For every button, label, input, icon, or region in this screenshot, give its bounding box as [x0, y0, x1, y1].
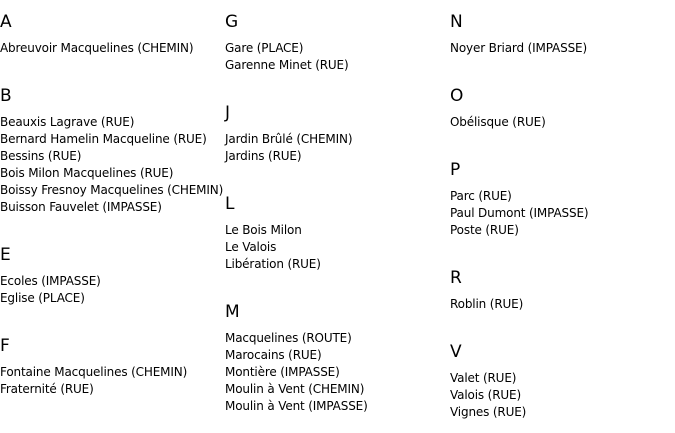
street-entry[interactable]: Montière (IMPASSE) [225, 365, 340, 379]
street-entry[interactable]: Paul Dumont (IMPASSE) [450, 206, 589, 220]
letter-heading: B [0, 86, 12, 106]
street-entry[interactable]: Garenne Minet (RUE) [225, 58, 349, 72]
letter-group-g [225, 12, 450, 74]
street-entry[interactable]: Bessins (RUE) [0, 149, 82, 163]
street-entry[interactable]: Gare (PLACE) [225, 41, 304, 55]
street-entry[interactable]: Parc (RUE) [450, 189, 512, 203]
letter-heading: F [0, 336, 10, 356]
letter-heading: J [225, 103, 231, 123]
letter-heading: M [225, 302, 240, 322]
letter-heading: G [225, 12, 239, 32]
letter-group-o [450, 86, 675, 131]
street-entry[interactable]: Beauxis Lagrave (RUE) [0, 115, 135, 129]
letter-group-v [450, 342, 675, 421]
street-entry[interactable]: Eglise (PLACE) [0, 291, 85, 305]
street-entry[interactable]: Moulin à Vent (CHEMIN) [225, 382, 365, 396]
street-entry[interactable]: Noyer Briard (IMPASSE) [450, 41, 588, 55]
street-entry[interactable]: Valois (RUE) [450, 388, 521, 402]
street-entry[interactable]: Libération (RUE) [225, 257, 321, 271]
letter-heading: L [225, 194, 235, 214]
letter-heading: N [450, 12, 463, 32]
street-entry[interactable]: Vignes (RUE) [450, 405, 527, 419]
letter-heading: E [0, 245, 11, 265]
street-entry[interactable]: Moulin à Vent (IMPASSE) [225, 399, 368, 413]
letter-group-f [0, 336, 225, 398]
letter-group-m [225, 302, 450, 415]
street-entry[interactable]: Boissy Fresnoy Macquelines (CHEMIN) [0, 183, 224, 197]
letter-group-j [225, 103, 450, 165]
letter-group-a [0, 12, 225, 57]
letter-heading: O [450, 86, 464, 106]
street-entry[interactable]: Poste (RUE) [450, 223, 519, 237]
letter-group-e [0, 245, 225, 307]
street-entry[interactable]: Bernard Hamelin Macqueline (RUE) [0, 132, 207, 146]
letter-heading: V [450, 342, 462, 362]
street-entry[interactable]: Jardins (RUE) [225, 149, 302, 163]
street-entry[interactable]: Jardin Brûlé (CHEMIN) [225, 132, 353, 146]
letter-group-b [0, 86, 225, 216]
street-entry[interactable]: Marocains (RUE) [225, 348, 322, 362]
letter-heading: A [0, 12, 12, 32]
street-entry[interactable]: Le Valois [225, 240, 277, 254]
street-entry[interactable]: Fontaine Macquelines (CHEMIN) [0, 365, 188, 379]
street-entry[interactable]: Le Bois Milon [225, 223, 302, 237]
letter-group-n [450, 12, 675, 57]
letter-group-l [225, 194, 450, 273]
street-entry[interactable]: Ecoles (IMPASSE) [0, 274, 101, 288]
letter-group-r [450, 268, 675, 313]
street-entry[interactable]: Valet (RUE) [450, 371, 517, 385]
street-entry[interactable]: Roblin (RUE) [450, 297, 524, 311]
street-entry[interactable]: Obélisque (RUE) [450, 115, 546, 129]
street-entry[interactable]: Bois Milon Macquelines (RUE) [0, 166, 174, 180]
letter-heading: P [450, 160, 461, 180]
street-entry[interactable]: Buisson Fauvelet (IMPASSE) [0, 200, 162, 214]
street-entry[interactable]: Abreuvoir Macquelines (CHEMIN) [0, 41, 194, 55]
letter-group-p [450, 160, 675, 239]
street-entry[interactable]: Macquelines (ROUTE) [225, 331, 352, 345]
letter-heading: R [450, 268, 462, 288]
street-entry[interactable]: Fraternité (RUE) [0, 382, 94, 396]
